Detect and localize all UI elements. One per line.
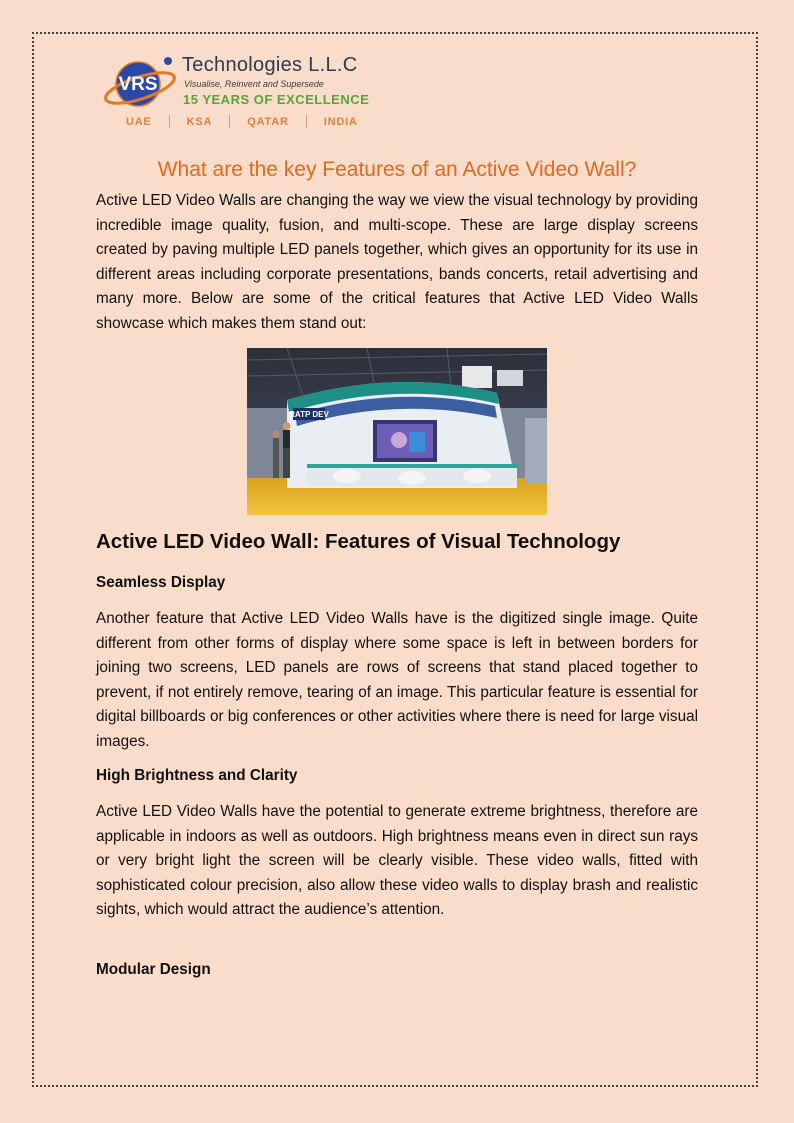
stand-sign-text: RATP DEV [289, 410, 329, 419]
country-divider [169, 115, 170, 128]
article-title: What are the key Features of an Active Video Wall? [157, 158, 637, 181]
country-ksa: KSA [186, 115, 213, 128]
country-divider [306, 115, 307, 128]
feature-heading-modular-design: Modular Design [96, 961, 211, 978]
photo-illustration [247, 348, 547, 515]
section-heading: Active LED Video Wall: Features of Visual Technology [96, 530, 621, 553]
country-list [126, 115, 358, 128]
feature-text-seamless-display: Another feature that Active LED Video Walls have is the digitized single image. Quite different from other forms of display where some space is left in between borders for joining two screens, LED panels are rows of screens that stand placed together to prevent, if not entirely remove, tearing of an image. This particular feature is essential for digital billboards or big conferences or other activities where there is need for large visual images. [96, 610, 698, 750]
logo-brand-text: VRS [118, 74, 158, 95]
company-name: Technologies L.L.C [182, 54, 358, 76]
country-divider [229, 115, 230, 128]
country-qatar: QATAR [247, 115, 289, 128]
exhibition-stand-photo [247, 348, 547, 515]
vrs-globe-icon [102, 52, 180, 114]
feature-heading-seamless-display: Seamless Display [96, 574, 226, 591]
country-uae: UAE [126, 115, 152, 128]
intro-paragraph: Active LED Video Walls are changing the way we view the visual technology by providing incredible image quality, fusion, and multi-scope. These are large display screens created by paving multiple LED panels together, which gives an opportunity for its use in different areas including corporate presentations, bands concerts, retail advertising and many more. Below are some of the critical features that Active LED Video Walls showcase which makes them stand out: [96, 192, 699, 332]
feature-text-brightness-clarity: Active LED Video Walls have the potential to generate extreme brightness, therefore are applicable in indoors as well as outdoors. High brightness means even in direct sun rays or very bright light the screen will be clearly visible. These video walls, fitted with sophisticated colour precision, also allow these video walls to display brash and realistic sights, which would attract the audience’s attention. [96, 803, 698, 919]
feature-heading-brightness-clarity: High Brightness and Clarity [96, 767, 298, 784]
company-tagline: Visualise, Reinvent and Supersede [184, 79, 324, 89]
country-india: INDIA [323, 115, 358, 128]
years-badge: 15 YEARS OF EXCELLENCE [183, 92, 370, 107]
